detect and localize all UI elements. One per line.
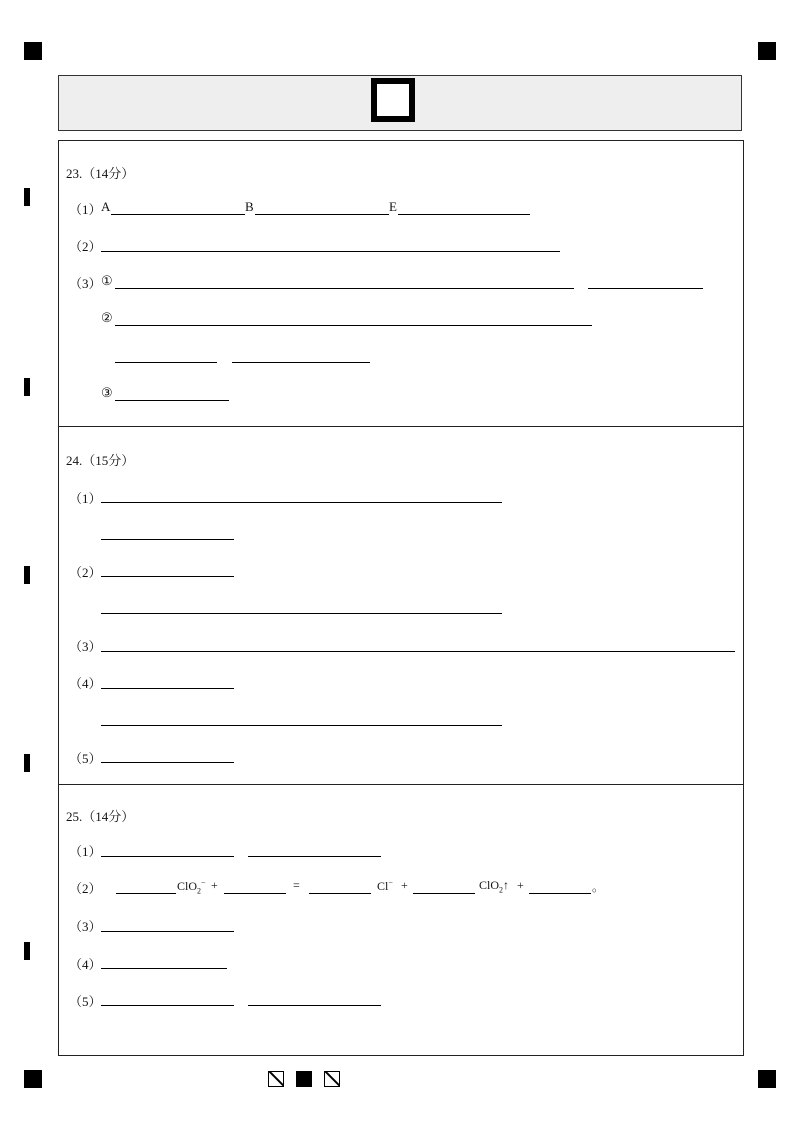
q23-sub1-blank-2[interactable] [588, 288, 703, 289]
q25-part4-blank[interactable] [101, 968, 227, 969]
q25-eq-plus-1: + [211, 878, 218, 892]
q23-blank-a[interactable] [111, 214, 245, 215]
q23-sub3-label: ③ [101, 385, 113, 400]
q25-eq-coef-4[interactable] [413, 893, 475, 894]
side-mark-3 [24, 566, 30, 584]
q25-part5-blank-2[interactable] [248, 1005, 381, 1006]
q25-part3-blank[interactable] [101, 931, 234, 932]
q23-sub1-blank[interactable] [115, 288, 574, 289]
side-mark-5 [24, 942, 30, 960]
q23-part3-label: （3） [69, 276, 102, 291]
q24-part3-blank[interactable] [101, 651, 735, 652]
question-24-section [58, 426, 744, 785]
q23-sub2-blank-2[interactable] [115, 362, 217, 363]
q24-part1-blank-2[interactable] [101, 539, 234, 540]
corner-mark-bottom-left [24, 1070, 42, 1088]
q23-part1-label: （1） [69, 202, 102, 217]
q25-part3-label: （3） [69, 919, 102, 934]
q23-blank-e-label: E [389, 199, 397, 214]
q25-eq-coef-1[interactable] [116, 893, 176, 894]
q25-part4-label: （4） [69, 957, 102, 972]
question-23-section [58, 140, 744, 427]
q23-sub2-label: ② [101, 310, 113, 325]
q25-part5-label: （5） [69, 994, 102, 1009]
q23-blank-b[interactable] [255, 214, 389, 215]
q23-part2-label: （2） [69, 239, 102, 254]
q24-part1-label: （1） [69, 491, 102, 506]
q24-part5-blank[interactable] [101, 762, 234, 763]
q24-part2-blank-2[interactable] [101, 613, 502, 614]
q23-part2-blank[interactable] [101, 251, 560, 252]
q25-eq-equals: = [293, 878, 300, 892]
q25-part1-blank-2[interactable] [248, 856, 381, 857]
q24-part5-label: （5） [69, 751, 102, 766]
corner-mark-top-right [758, 42, 776, 60]
q23-sub3-blank[interactable] [115, 400, 229, 401]
q25-part1-blank[interactable] [101, 856, 234, 857]
q23-sub1-label: ① [101, 273, 113, 288]
q25-part1-label: （1） [69, 844, 102, 859]
q24-part1-blank[interactable] [101, 502, 502, 503]
q25-eq-coef-2[interactable] [224, 893, 286, 894]
q24-part2-label: （2） [69, 565, 102, 580]
q23-blank-b-label: B [245, 199, 254, 214]
footer-hatch-mark-left [268, 1071, 284, 1087]
q23-sub2-blank-3[interactable] [232, 362, 370, 363]
side-mark-4 [24, 754, 30, 772]
corner-mark-bottom-right [758, 1070, 776, 1088]
q25-eq-chlorite: ClO$_2$− [177, 878, 206, 896]
corner-mark-top-left [24, 42, 42, 60]
question-25-section [58, 784, 744, 1056]
q23-blank-a-label: A [101, 199, 111, 214]
question-23-title: 23.（14分） [66, 166, 135, 181]
question-25-title: 25.（14分） [66, 809, 135, 824]
question-24-title: 24.（15分） [66, 453, 135, 468]
q25-part2-label: （2） [69, 881, 102, 896]
q25-part5-blank[interactable] [101, 1005, 234, 1006]
q24-part3-label: （3） [69, 639, 102, 654]
side-mark-2 [24, 378, 30, 396]
header-square-mark [371, 78, 415, 122]
q24-part4-label: （4） [69, 676, 102, 691]
q25-eq-coef-3[interactable] [309, 893, 371, 894]
q25-eq-chloride: Cl− [377, 878, 393, 893]
q24-part4-blank-2[interactable] [101, 725, 502, 726]
q25-eq-plus-2: + [401, 878, 408, 892]
q23-sub2-blank[interactable] [115, 325, 592, 326]
q24-part2-blank[interactable] [101, 576, 234, 577]
q25-eq-coef-5[interactable] [529, 893, 591, 894]
footer-hatch-mark-right [324, 1071, 340, 1087]
q25-eq-period: 。 [592, 880, 605, 894]
q23-blank-e[interactable] [398, 214, 530, 215]
side-mark-1 [24, 188, 30, 206]
footer-solid-mark [296, 1071, 312, 1087]
q25-eq-chlorine-dioxide: ClO$_2$↑ [479, 878, 510, 895]
q24-part4-blank[interactable] [101, 688, 234, 689]
q25-eq-plus-3: + [517, 878, 524, 892]
